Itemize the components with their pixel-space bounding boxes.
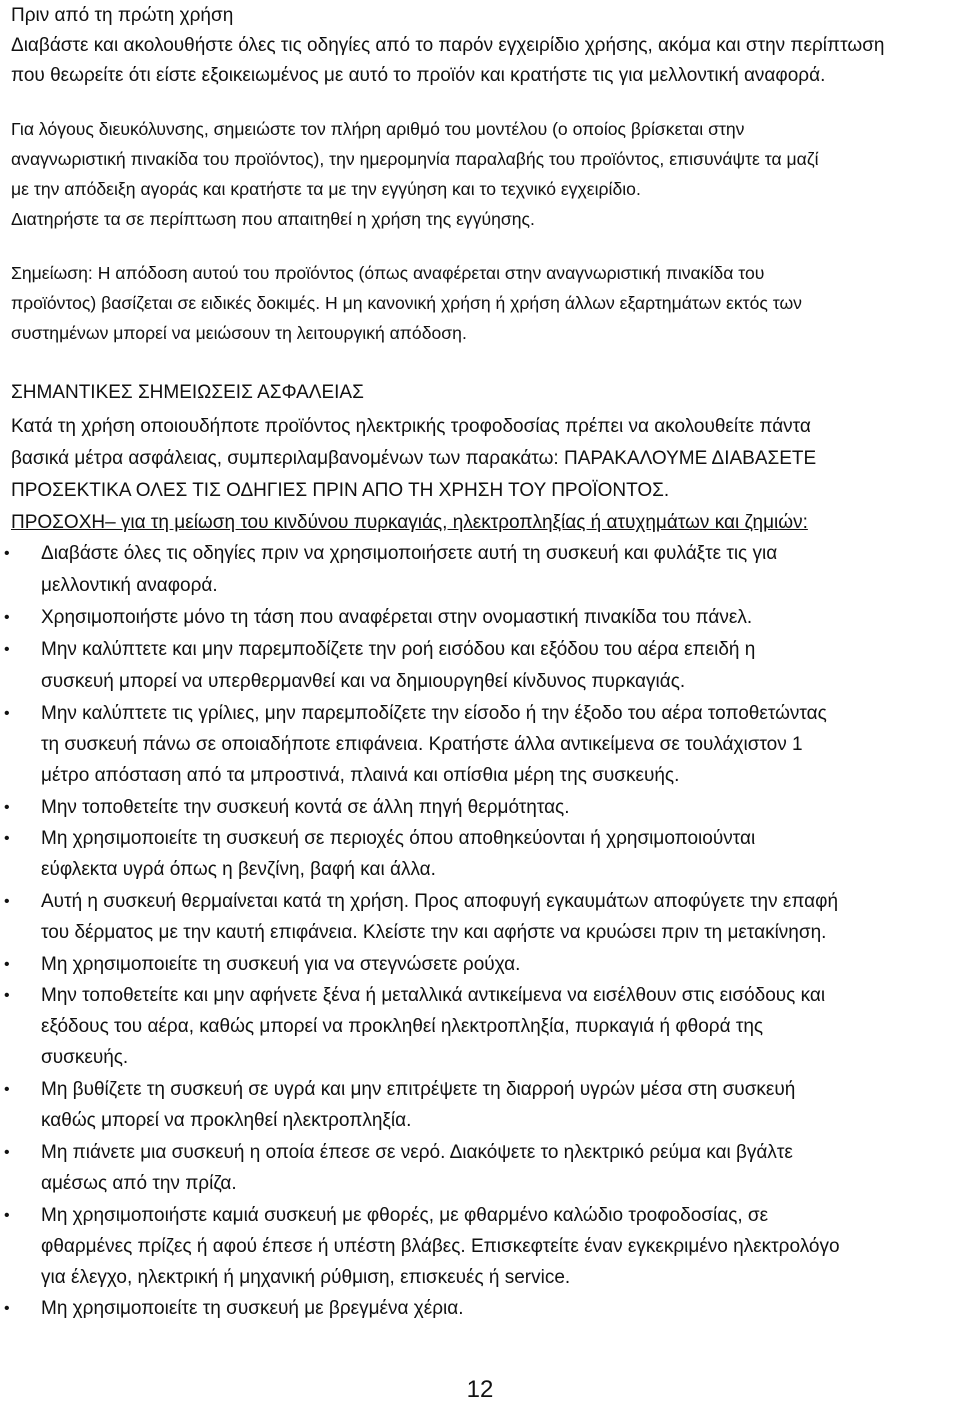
safety-lead-line-3: ΠΡΟΣΕΚΤΙΚΑ ΟΛΕΣ ΤΙΣ ΟΔΗΓΙΕΣ ΠΡΙΝ ΑΠΟ ΤΗ ΧΡΗΣΗ ΤΟΥ ΠΡΟΪΟΝΤΟΣ.: [11, 480, 670, 501]
intro-p1-line-2: που θεωρείτε ότι είστε εξοικειωμένος με αυτό το προϊόν και κρατήστε τις για μελλοντική αναφορά.: [11, 65, 826, 86]
intro-heading: Πριν από τη πρώτη χρήση: [11, 5, 234, 26]
bullet-6-line-1: Μη χρησιμοποιείτε τη συσκευή σε περιοχές όπου αποθηκεύονται ή χρησιμοποιούνται: [41, 828, 756, 849]
bullet-4-line-3: μέτρο απόσταση από τα μπροστινά, πλαινά και οπίσθια μέρη της συσκευής.: [41, 765, 680, 786]
bullet-marker: •: [4, 1081, 10, 1098]
safety-lead-line-2: βασικά μέτρα ασφάλειας, συμπεριλαμβανομένων των παρακάτω: ΠΑΡΑΚΑΛΟΥΜΕ ΔΙΑΒΑΣΕΤΕ: [11, 448, 817, 469]
bullet-11-line-2: αμέσως από την πρίζα.: [41, 1173, 237, 1194]
bullet-marker: •: [4, 987, 10, 1004]
bullet-marker: •: [4, 1144, 10, 1161]
bullet-1-line-2: μελλοντική αναφορά.: [41, 575, 218, 596]
safety-title: ΣΗΜΑΝΤΙΚΕΣ ΣΗΜΕΙΩΣΕΙΣ ΑΣΦΑΛΕΙΑΣ: [11, 382, 364, 403]
bullet-4-line-2: τη συσκευή πάνω σε οποιαδήποτε επιφάνεια. Κρατήστε άλλα αντικείμενα σε τουλάχιστον 1: [41, 734, 803, 755]
intro-p2-line-2: αναγνωριστική πινακίδα του προϊόντος), την ημερομηνία παραλαβής του προϊόντος, επισυνάψτε τα μαζί: [11, 149, 819, 169]
bullet-10-line-2: καθώς μπορεί να προκληθεί ηλεκτροπληξία.: [41, 1110, 412, 1131]
bullet-4-line-1: Μην καλύπτετε τις γρίλιες, μην παρεμποδίζετε την είσοδο ή την έξοδο του αέρα τοποθετώντας: [41, 703, 827, 724]
intro-p2-line-4: Διατηρήστε τα σε περίπτωση που απαιτηθεί η χρήση της εγγύησης.: [11, 209, 535, 229]
bullet-7-line-1: Αυτή η συσκευή θερμαίνεται κατά τη χρήση. Προς αποφυγή εγκαυμάτων αποφύγετε την επαφή: [41, 891, 839, 912]
bullet-3-line-1: Μην καλύπτετε και μην παρεμποδίζετε την ροή εισόδου και εξόδου του αέρα επειδή η: [41, 639, 756, 660]
intro-p1-line-1: Διαβάστε και ακολουθήστε όλες τις οδηγίες από το παρόν εγχειρίδιο χρήσης, ακόμα και στην περίπτωση: [11, 35, 885, 56]
bullet-9-line-2: εξόδους του αέρα, καθώς μπορεί να προκληθεί ηλεκτροπληξία, πυρκαγιά ή φθορά της: [41, 1016, 764, 1037]
bullet-marker: •: [4, 609, 10, 626]
bullet-12-line-3: για έλεγχο, ηλεκτρική ή μηχανική ρύθμιση, επισκευές ή service.: [41, 1267, 571, 1288]
intro-p3-line-2: προϊόντος) βασίζεται σε ειδικές δοκιμές. Η μη κανονική χρήση ή χρήση άλλων εξαρτημάτων εκτός των: [11, 293, 802, 313]
bullet-marker: •: [4, 799, 10, 816]
bullet-marker: •: [4, 545, 10, 562]
bullet-5-line-1: Μην τοποθετείτε την συσκευή κοντά σε άλλη πηγή θερμότητας.: [41, 797, 570, 818]
bullet-marker: •: [4, 893, 10, 910]
bullet-13-line-1: Μη χρησιμοποιείτε τη συσκευή με βρεγμένα χέρια.: [41, 1298, 464, 1319]
bullet-marker: •: [4, 830, 10, 847]
intro-p3-line-1: Σημείωση: Η απόδοση αυτού του προϊόντος (όπως αναφέρεται στην αναγνωριστική πινακίδα του: [11, 263, 765, 283]
safety-lead-line-1: Κατά τη χρήση οποιουδήποτε προϊόντος ηλεκτρικής τροφοδοσίας πρέπει να ακολουθείτε πάντα: [11, 416, 811, 437]
intro-p3-line-3: συστημένων μπορεί να μειώσουν τη λειτουργική απόδοση.: [11, 323, 467, 343]
bullet-marker: •: [4, 956, 10, 973]
safety-warning: ΠΡΟΣΟΧΗ– για τη μείωση του κινδύνου πυρκαγιάς, ηλεκτροπληξίας ή ατυχημάτων και ζημιών:: [11, 512, 808, 533]
bullet-marker: •: [4, 1300, 10, 1317]
bullet-10-line-1: Μη βυθίζετε τη συσκευή σε υγρά και μην επιτρέψετε τη διαρροή υγρών μέσα στη συσκευή: [41, 1079, 796, 1100]
page-number: 12: [466, 1376, 494, 1403]
bullet-11-line-1: Μη πιάνετε μια συσκευή η οποία έπεσε σε νερό. Διακόψετε το ηλεκτρικό ρεύμα και βγάλτε: [41, 1142, 793, 1163]
intro-p2-line-3: με την απόδειξη αγοράς και κρατήστε τα με την εγγύηση και το τεχνικό εγχειρίδιο.: [11, 179, 641, 199]
intro-p2-line-1: Για λόγους διευκόλυνσης, σημειώστε τον πλήρη αριθμό του μοντέλου (ο οποίος βρίσκεται στην: [11, 119, 745, 139]
bullet-7-line-2: του δέρματος με την καυτή επιφάνεια. Κλείστε την και αφήστε να κρυώσει πριν τη μετακίνηση.: [41, 922, 827, 943]
bullet-marker: •: [4, 1207, 10, 1224]
bullet-12-line-2: φθαρμένες πρίζες ή αφού έπεσε ή υπέστη βλάβες. Επισκεφτείτε έναν εγκεκριμένο ηλεκτρολόγο: [41, 1236, 840, 1257]
bullet-2-line-1: Χρησιμοποιήστε μόνο τη τάση που αναφέρεται στην ονομαστική πινακίδα του πάνελ.: [41, 607, 753, 628]
bullet-8-line-1: Μη χρησιμοποιείτε τη συσκευή για να στεγνώσετε ρούχα.: [41, 954, 521, 975]
bullet-6-line-2: εύφλεκτα υγρά όπως η βενζίνη, βαφή και άλλα.: [41, 859, 436, 880]
bullet-marker: •: [4, 705, 10, 722]
bullet-1-line-1: Διαβάστε όλες τις οδηγίες πριν να χρησιμοποιήσετε αυτή τη συσκευή και φυλάξτε τις για: [41, 543, 778, 564]
bullet-3-line-2: συσκευή μπορεί να υπερθερμανθεί και να δημιουργηθεί κίνδυνος πυρκαγιάς.: [41, 671, 686, 692]
bullet-9-line-1: Μην τοποθετείτε και μην αφήνετε ξένα ή μεταλλικά αντικείμενα να εισέλθουν στις εισόδους και: [41, 985, 826, 1006]
bullet-marker: •: [4, 641, 10, 658]
bullet-12-line-1: Μη χρησιμοποιήστε καμιά συσκευή με φθορές, με φθαρμένο καλώδιο τροφοδοσίας, σε: [41, 1205, 769, 1226]
bullet-9-line-3: συσκευής.: [41, 1047, 129, 1068]
